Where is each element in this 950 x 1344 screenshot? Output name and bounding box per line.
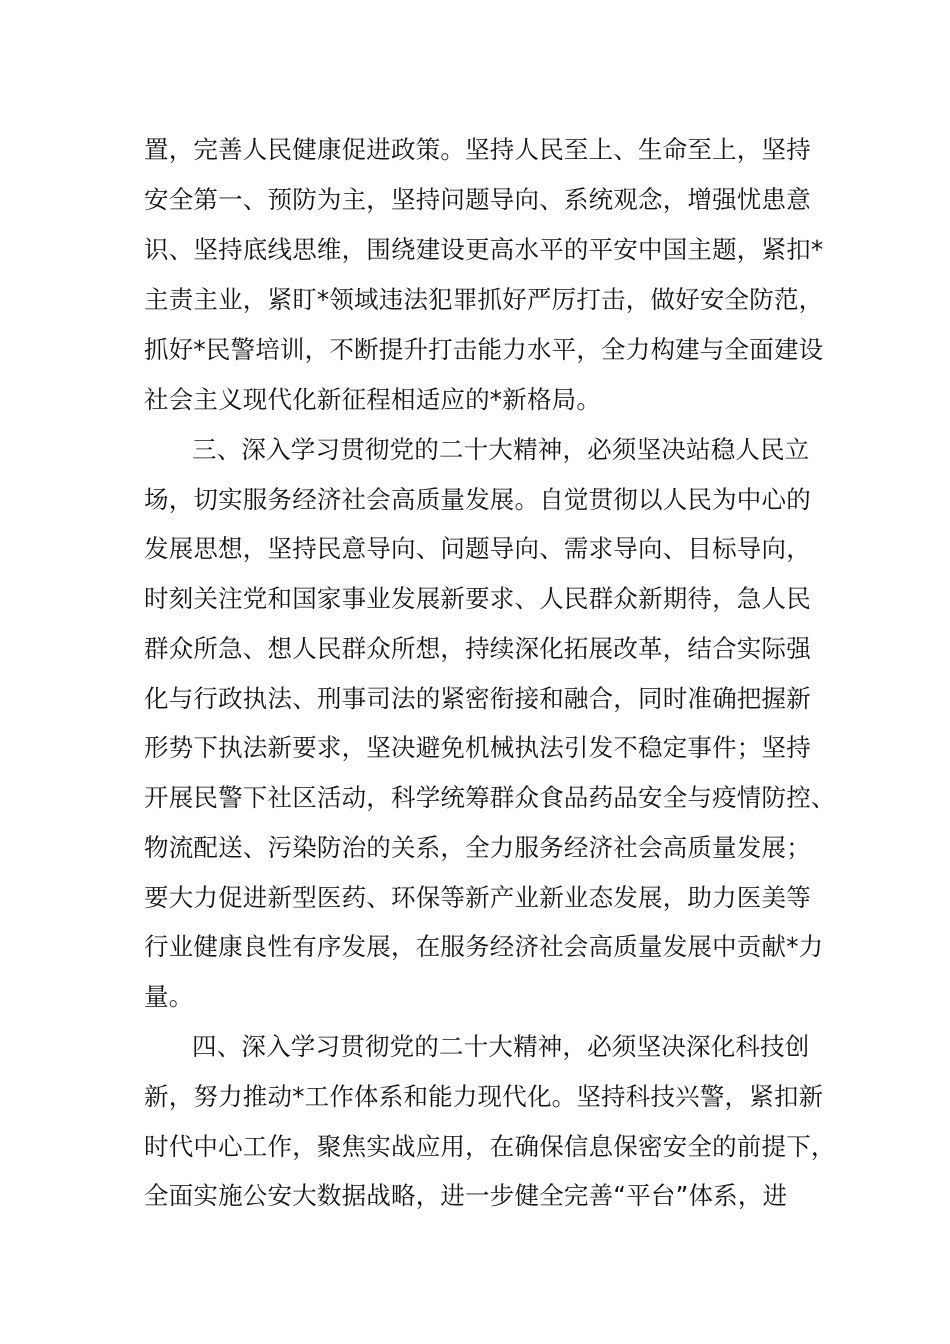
text-line: 化与行政执法、刑事司法的紧密衔接和融合，同时准确把握新 — [144, 684, 811, 713]
text-line: 社会主义现代化新征程相适应的*新格局。 — [144, 385, 602, 414]
paragraph-3-heading-line: 三、深入学习贯彻党的二十大精神，必须坚决站稳人民立 — [192, 435, 810, 464]
text-line: 新，努力推动*工作体系和能力现代化。坚持科技兴警，紧扣新 — [144, 1082, 824, 1111]
text-line: 识、坚持底线思维，围绕建设更高水平的平安中国主题，紧扣* — [144, 235, 824, 264]
text-line: 物流配送、污染防治的关系，全力服务经济社会高质量发展； — [144, 833, 811, 862]
text-line: 主责主业，紧盯*领域违法犯罪抓好严厉打击，做好安全防范， — [144, 285, 824, 314]
text-line: 形势下执法新要求，坚决避免机械执法引发不稳定事件；坚持 — [144, 733, 811, 762]
text-line: 场，切实服务经济社会高质量发展。自觉贯彻以人民为中心的 — [144, 485, 811, 514]
text-line: 要大力促进新型医药、环保等新产业新业态发展，助力医美等 — [144, 883, 811, 912]
text-line: 时代中心工作，聚焦实战应用，在确保信息保密安全的前提下， — [144, 1132, 836, 1161]
text-line: 群众所急、想人民群众所想，持续深化拓展改革，结合实际强 — [144, 634, 811, 663]
text-line: 安全第一、预防为主，坚持问题导向、系统观念，增强忧患意 — [144, 185, 811, 214]
text-line: 发展思想，坚持民意导向、问题导向、需求导向、目标导向， — [144, 534, 811, 563]
text-line: 时刻关注党和国家事业发展新要求、人民群众新期待，急人民 — [144, 584, 811, 613]
text-line: 开展民警下社区活动，科学统筹群众食品药品安全与疫情防控、 — [144, 783, 836, 812]
text-line: 全面实施公安大数据战略，进一步健全完善“平台”体系，进 — [144, 1181, 788, 1210]
text-line: 置，完善人民健康促进政策。坚持人民至上、生命至上，坚持 — [144, 135, 811, 164]
text-line: 抓好*民警培训，不断提升打击能力水平，全力构建与全面建设 — [144, 335, 824, 364]
paragraph-4-heading-line: 四、深入学习贯彻党的二十大精神，必须坚决深化科技创 — [192, 1032, 810, 1061]
text-line: 行业健康良性有序发展，在服务经济社会高质量发展中贡献*力 — [144, 932, 824, 961]
text-line: 量。 — [144, 982, 194, 1011]
